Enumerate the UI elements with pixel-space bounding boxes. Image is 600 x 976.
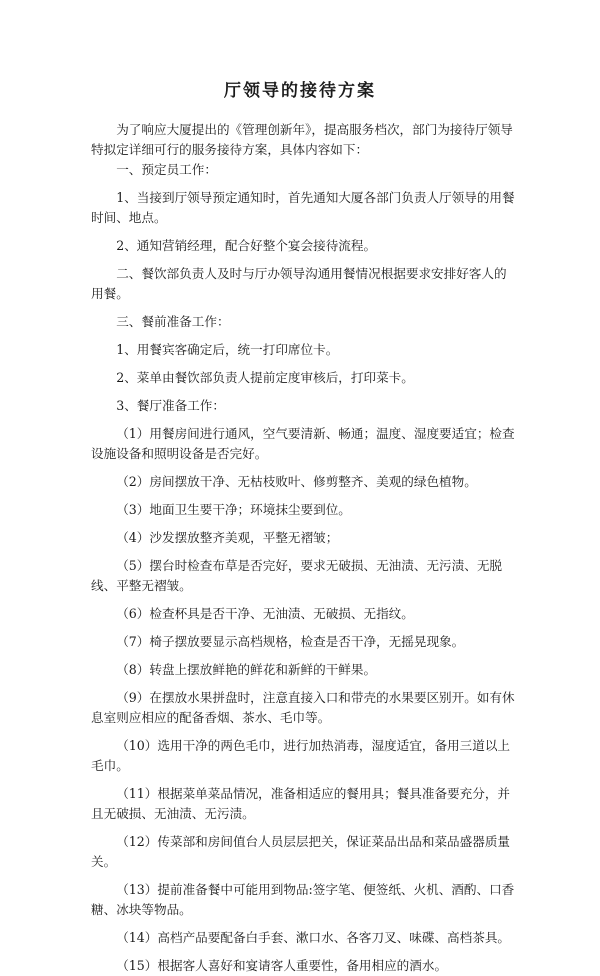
paragraph-section-3-heading: 三、餐前准备工作：	[116, 314, 230, 329]
paragraph-section-1-heading: 一、预定员工作：	[116, 162, 217, 177]
paragraph-subitem: （12）传菜部和房间值台人员层层把关，保证菜品出品和菜品盛器质量关。	[91, 834, 511, 869]
document-title: 厅领导的接待方案	[224, 81, 376, 101]
paragraph-subitem: （11）根据菜单菜品情况，准备相适应的餐用具；餐具准备要充分，并且无破损、无油渍、无污渍。	[91, 786, 511, 821]
paragraph-subitem: （2）房间摆放干净、无枯枝败叶、修剪整齐、美观的绿色植物。	[116, 474, 477, 489]
paragraph-subitem: （8）转盘上摆放鲜艳的鲜花和新鲜的干鲜果。	[116, 662, 377, 677]
paragraph-subitem: （13）提前准备餐中可能用到物品:签字笔、便签纸、火机、酒酌、口香糖、冰块等物品。	[91, 882, 515, 917]
paragraph-item: 1、用餐宾客确定后，统一打印席位卡。	[116, 342, 339, 357]
paragraph-subitem: （1）用餐房间进行通风，空气要清新、畅通；温度、湿度要适宜；检查设施设备和照明设备是否完好。	[91, 426, 515, 461]
paragraph-subitem: （7）椅子摆放要显示高档规格，检查是否干净，无摇晃现象。	[116, 634, 465, 649]
paragraph-section-2: 二、餐饮部负责人及时与厅办领导沟通用餐情况根据要求安排好客人的用餐。	[91, 266, 507, 301]
paragraph-subitem: （10）选用干净的两色毛巾，进行加热消毒，湿度适宜，备用三道以上毛巾。	[91, 738, 511, 773]
paragraph-item: 3、餐厅准备工作：	[116, 398, 225, 413]
paragraph-subitem: （9）在摆放水果拼盘时，注意直接入口和带壳的水果要区别开。如有休息室则应相应的配备香烟、茶水、毛巾等。	[91, 690, 515, 725]
paragraph-subitem: （6）检查杯具是否干净、无油渍、无破损、无指纹。	[116, 606, 414, 621]
paragraph-item: 2、通知营销经理，配合好整个宴会接待流程。	[116, 238, 377, 253]
document-body	[91, 120, 515, 976]
paragraph-item: 1、当接到厅领导预定通知时，首先通知大厦各部门负责人厅领导的用餐时间、地点。	[91, 190, 515, 225]
paragraph-subitem: （3）地面卫生要干净；环境抹尘要到位。	[116, 502, 351, 517]
paragraph-intro: 为了响应大厦提出的《管理创新年》，提高服务档次，部门为接待厅领导特拟定详细可行的服务接待方案，具体内容如下：	[91, 122, 513, 157]
paragraph-item: 2、菜单由餐饮部负责人提前定度审核后，打印菜卡。	[116, 370, 414, 385]
paragraph-subitem: （15）根据客人喜好和宴请客人重要性，备用相应的酒水。	[116, 958, 448, 973]
paragraph-subitem: （5）摆台时检查布草是否完好，要求无破损、无油渍、无污渍、无脱线、平整无褶皱。	[91, 558, 503, 593]
paragraph-subitem: （4）沙发摆放整齐美观，平整无褶皱；	[116, 530, 339, 545]
paragraph-subitem: （14）高档产品要配备白手套、漱口水、各客刀叉、味碟、高档茶具。	[116, 930, 511, 945]
